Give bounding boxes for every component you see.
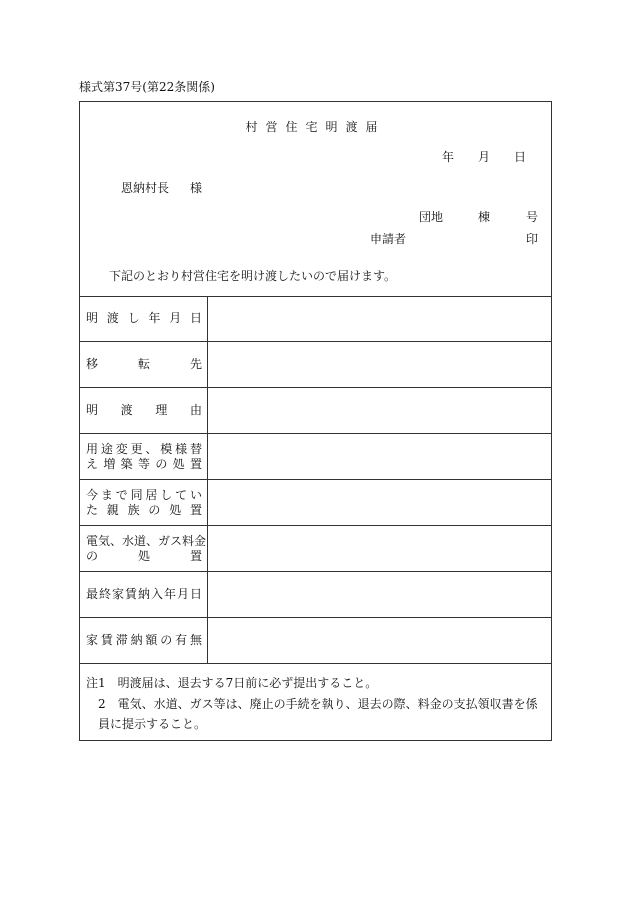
reason-field[interactable] [208, 388, 551, 433]
last-rent-payment-field[interactable] [208, 572, 551, 617]
row-alterations [80, 434, 551, 480]
row-label-line: え増築等の処置 [86, 456, 202, 471]
row-label [80, 526, 208, 571]
tou-label: 棟 [478, 210, 491, 224]
row-label-line: た親族の処置 [86, 502, 202, 517]
row-label-line: の処置 [86, 548, 202, 563]
addressee-name: 恩納村長 [121, 181, 170, 195]
utilities-field[interactable] [208, 526, 551, 571]
notes-section [80, 664, 551, 740]
date-month-label: 月 [478, 150, 491, 164]
row-label [80, 480, 208, 525]
date-year-label: 年 [442, 150, 455, 164]
row-relocation [80, 342, 551, 388]
row-last-rent-payment [80, 572, 551, 618]
row-label [80, 296, 208, 341]
row-label-line: 明渡理由 [86, 403, 202, 417]
row-label-line: 移転先 [86, 357, 202, 371]
applicant-label: 申請者 [370, 232, 407, 246]
row-label [80, 572, 208, 617]
form-header [80, 102, 551, 297]
date-day-label: 日 [514, 150, 527, 164]
row-reason [80, 388, 551, 434]
row-label-line: 電気、水道、ガス料金 [86, 533, 207, 548]
row-label-line: 明渡し年月日 [86, 311, 202, 325]
addressee-honorific: 様 [190, 181, 203, 195]
row-label [80, 342, 208, 387]
row-utilities [80, 526, 551, 572]
surrender-notice-form [79, 101, 552, 741]
danchi-label: 団地 [419, 210, 444, 224]
surrender-date-field[interactable] [208, 296, 551, 341]
row-surrender-date [80, 296, 551, 342]
alterations-field[interactable] [208, 434, 551, 479]
row-label [80, 388, 208, 433]
row-label-line: 家賃滞納額の有無 [86, 633, 202, 647]
row-label-line: 用途変更、模様替 [86, 441, 202, 456]
row-label [80, 618, 208, 663]
cohabitants-field[interactable] [208, 480, 551, 525]
statement-text: 下記のとおり村営住宅を明け渡したいので届けます。 [109, 269, 397, 283]
note-1: 注1 明渡届は、退去する7日前に必ず提出すること。 [86, 676, 378, 690]
gou-label: 号 [526, 210, 539, 224]
row-rent-arrears [80, 618, 551, 664]
note-2: 2 電気、水道、ガス等は、廃止の手続を執り、退去の際、料金の支払領収書を係員に提示すること。 [98, 697, 538, 731]
form-rows [80, 296, 551, 664]
form-number-caption: 様式第37号(第22条関係) [79, 80, 215, 94]
form-title: 村営住宅明渡届 [245, 120, 386, 134]
row-cohabitants [80, 480, 551, 526]
seal-mark: 印 [526, 232, 539, 246]
rent-arrears-field[interactable] [208, 618, 551, 663]
row-label-line: 今まで同居してい [86, 487, 202, 502]
row-label [80, 434, 208, 479]
relocation-field[interactable] [208, 342, 551, 387]
row-label-line: 最終家賃納入年月日 [86, 587, 202, 601]
